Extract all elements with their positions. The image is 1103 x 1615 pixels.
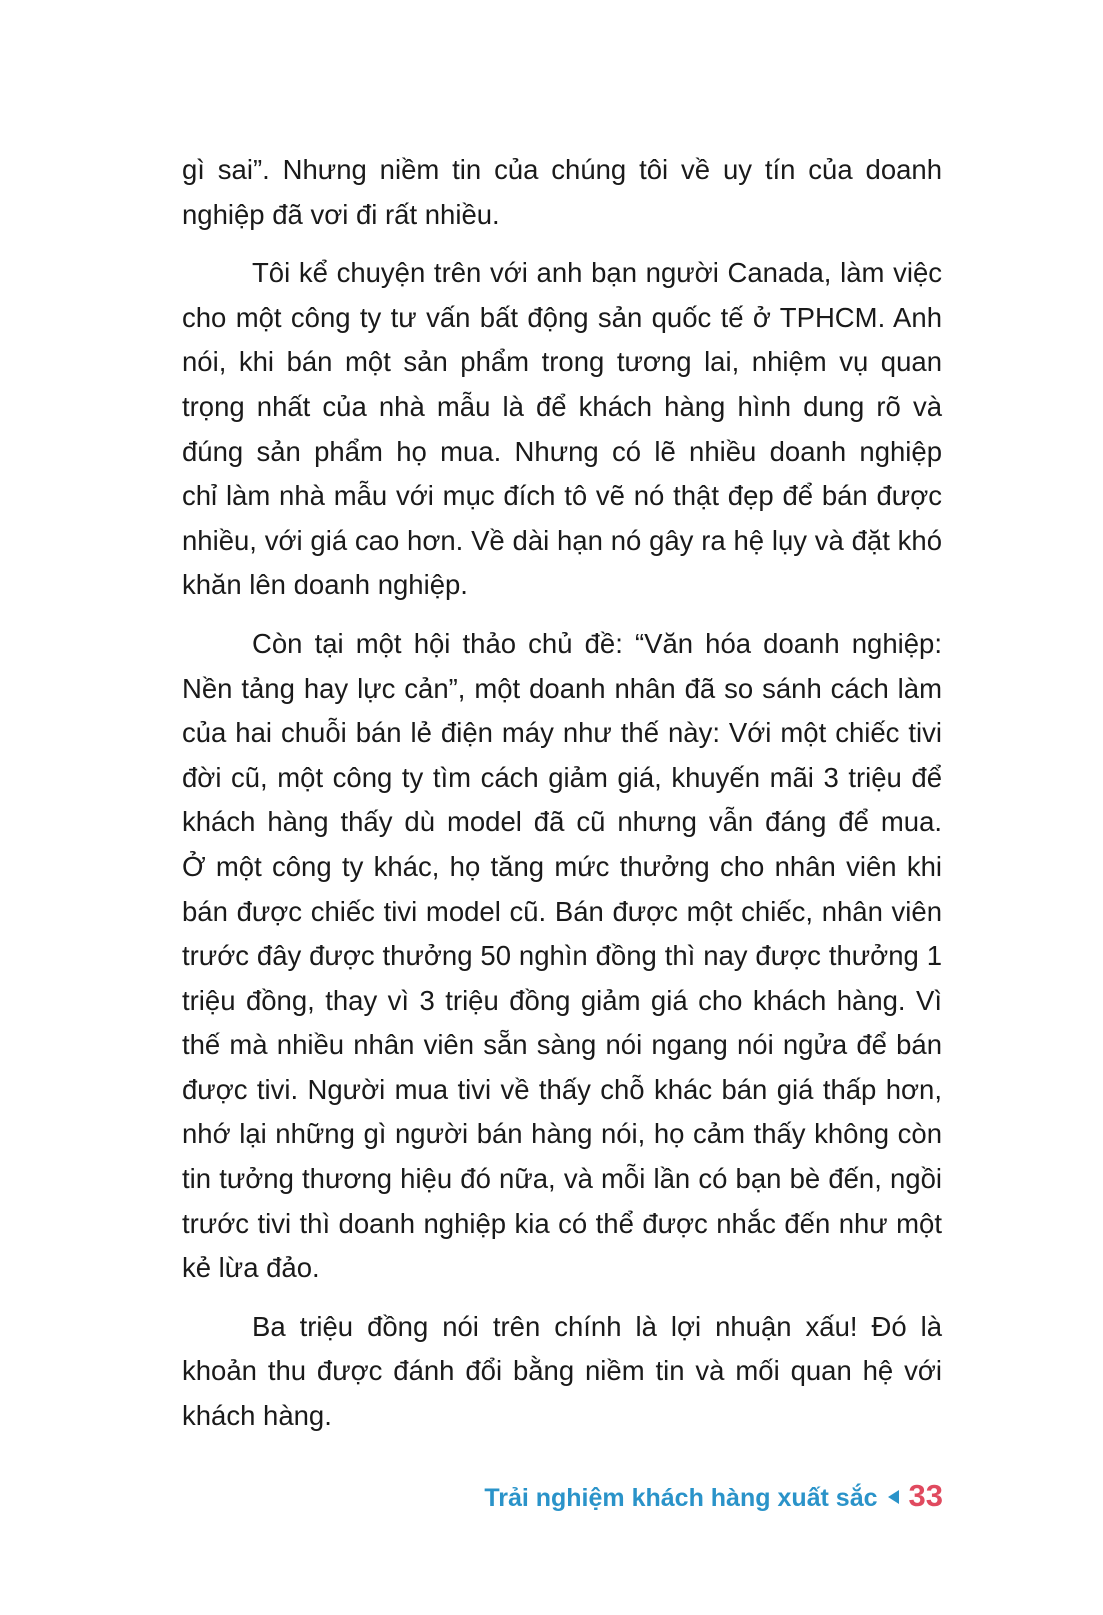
text-line: Nền tảng hay lực cản”, một doanh nhân đã so sánh cách làm	[182, 672, 942, 704]
left-triangle-icon	[888, 1490, 899, 1504]
text-line: thế mà nhiều nhân viên sẵn sàng nói ngang nói ngửa để bán	[182, 1029, 942, 1061]
text-line: gì sai”. Nhưng niềm tin của chúng tôi về uy tín của doanh	[182, 154, 942, 185]
text-line: trước tivi thì doanh nghiệp kia có thể được nhắc đến như một	[182, 1207, 942, 1239]
text-line: khách hàng thấy dù model đã cũ nhưng vẫn đáng để mua.	[182, 806, 942, 838]
text-line: khăn lên doanh nghiệp.	[182, 569, 468, 601]
page-footer	[484, 1478, 943, 1514]
page-number: 33	[908, 1478, 943, 1513]
running-title: Trải nghiệm khách hàng xuất sắc	[484, 1484, 878, 1512]
paragraph	[182, 1305, 942, 1439]
text-line: cho một công ty tư vấn bất động sản quốc tế ở TPHCM. Anh	[182, 301, 942, 333]
text-line: Ba triệu đồng nói trên chính là lợi nhuận xấu! Đó là	[252, 1310, 942, 1342]
body-text	[182, 148, 942, 1453]
text-line: của hai chuỗi bán lẻ điện máy như thế này: Với một chiếc tivi	[182, 717, 942, 749]
text-line: trước đây được thưởng 50 nghìn đồng thì nay được thưởng 1	[182, 940, 942, 972]
text-line: kẻ lừa đảo.	[182, 1252, 320, 1284]
text-line: chỉ làm nhà mẫu với mục đích tô vẽ nó thật đẹp để bán được	[182, 480, 942, 512]
text-line: triệu đồng, thay vì 3 triệu đồng giảm giá cho khách hàng. Vì	[182, 984, 942, 1016]
text-line: Ở một công ty khác, họ tăng mức thưởng cho nhân viên khi	[182, 850, 942, 882]
text-line: Còn tại một hội thảo chủ đề: “Văn hóa doanh nghiệp:	[252, 627, 942, 659]
paragraph	[182, 148, 942, 237]
text-line: đúng sản phẩm họ mua. Nhưng có lẽ nhiều doanh nghiệp	[182, 435, 942, 467]
paragraph	[182, 622, 942, 1291]
text-line: nhiều, với giá cao hơn. Về dài hạn nó gây ra hệ lụy và đặt khó	[182, 524, 942, 556]
paragraph	[182, 251, 942, 608]
text-line: nói, khi bán một sản phẩm trong tương lai, nhiệm vụ quan	[182, 346, 942, 378]
text-line: khoản thu được đánh đổi bằng niềm tin và mối quan hệ với	[182, 1355, 942, 1387]
text-line: Tôi kể chuyện trên với anh bạn người Canada, làm việc	[252, 257, 942, 289]
text-line: bán được chiếc tivi model cũ. Bán được một chiếc, nhân viên	[182, 895, 942, 927]
text-line: tin tưởng thương hiệu đó nữa, và mỗi lần có bạn bè đến, ngồi	[182, 1163, 942, 1195]
text-line: đời cũ, một công ty tìm cách giảm giá, khuyến mãi 3 triệu để	[182, 761, 942, 793]
text-line: nghiệp đã vơi đi rất nhiều.	[182, 198, 500, 230]
text-line: được tivi. Người mua tivi về thấy chỗ khác bán giá thấp hơn,	[182, 1073, 942, 1105]
text-line: trọng nhất của nhà mẫu là để khách hàng hình dung rõ và	[182, 390, 942, 422]
text-line: nhớ lại những gì người bán hàng nói, họ cảm thấy không còn	[182, 1118, 942, 1150]
text-line: khách hàng.	[182, 1400, 332, 1432]
